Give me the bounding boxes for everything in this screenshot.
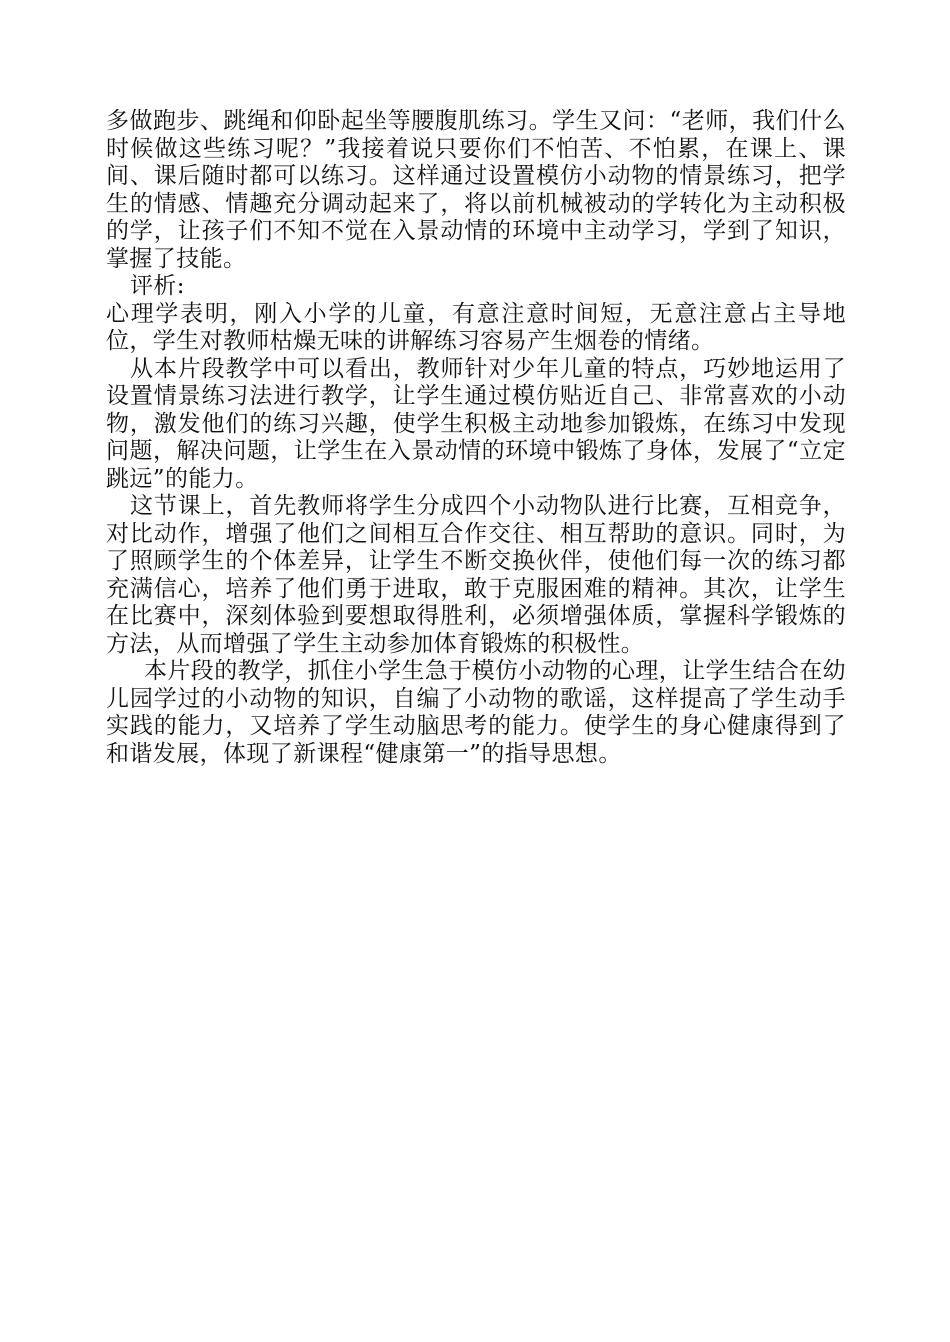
- paragraph-competition: 这节课上，首先教师将学生分成四个小动物队进行比赛，互相竞争，对比动作，增强了他们之间相互合作交往、相互帮助的意识。同时，为了照顾学生的个体差异，让学生不断交换伙伴，使他们每一次的练习都充满信心，培养了他们勇于进取，敢于克服困难的精神。其次，让学生在比赛中，深刻体验到要想取得胜利，必须增强体质，掌握科学锻炼的方法，从而增强了学生主动参加体育锻炼的积极性。: [106, 493, 846, 657]
- document-body: [106, 108, 846, 768]
- paragraph-conclusion: 本片段的教学，抓住小学生急于模仿小动物的心理，让学生结合在幼儿园学过的小动物的知识，自编了小动物的歌谣，这样提高了学生动手实践的能力，又培养了学生动脑思考的能力。使学生的身心健康得到了和谐发展，体现了新课程“健康第一”的指导思想。: [106, 658, 846, 767]
- paragraph-teaching-method: 从本片段教学中可以看出，教师针对少年儿童的特点，巧妙地运用了设置情景练习法进行教学，让学生通过模仿贴近自己、非常喜欢的小动物，激发他们的练习兴趣，使学生积极主动地参加锻炼，在练习中发现问题，解决问题，让学生在入景动情的环境中锻炼了身体，发展了“立定跳远”的能力。: [106, 355, 846, 492]
- paragraph-heading-analysis: 评析:: [130, 273, 185, 299]
- paragraph-continuation: 多做跑步、跳绳和仰卧起坐等腰腹肌练习。学生又问：“老师，我们什么时候做这些练习呢？”我接着说只要你们不怕苦、不怕累，在课上、课间、课后随时都可以练习。这样通过设置模仿小动物的情景练习，把学生的情感、情趣充分调动起来了，将以前机械被动的学转化为主动积极的学，让孩子们不知不觉在入景动情的环境中主动学习，学到了知识，掌握了技能。: [106, 108, 846, 272]
- paragraph-psychology: 心理学表明，刚入小学的儿童，有意注意时间短，无意注意占主导地位，学生对教师枯燥无味的讲解练习容易产生烟卷的情绪。: [106, 300, 846, 354]
